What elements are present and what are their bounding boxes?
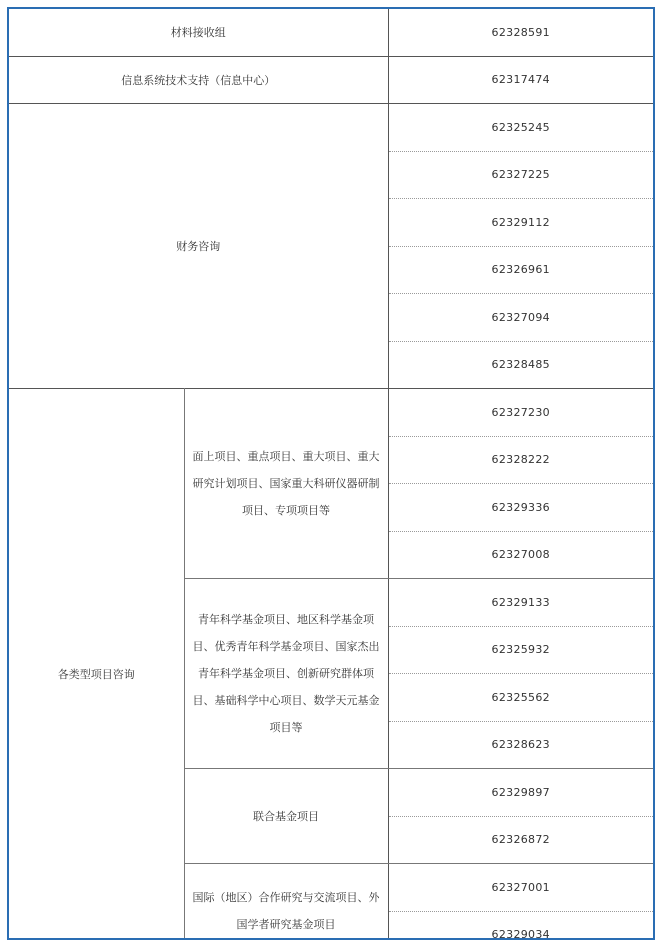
- projects-phone: 62328623: [388, 721, 653, 769]
- projects-phone: 62325562: [388, 674, 653, 722]
- project-type-talent-label: 青年科学基金项目、地区科学基金项目、优秀青年科学基金项目、国家杰出青年科学基金项目、创新研究群体项目、基础科学中心项目、数学天元基金项目等: [192, 613, 380, 734]
- table-row: [9, 9, 653, 56]
- table-row: [9, 56, 653, 104]
- projects-phone: 62327230: [388, 389, 653, 437]
- projects-phone: 62329336: [388, 484, 653, 532]
- materials-phone: 62328591: [491, 25, 550, 39]
- finance-phone: 62327225: [388, 151, 653, 199]
- project-type-general: [184, 389, 388, 579]
- projects-phone: 62329133: [388, 579, 653, 627]
- projects-phone: 62326872: [388, 816, 653, 864]
- finance-phone: 62325245: [388, 104, 653, 152]
- projects-phone: 62328222: [388, 436, 653, 484]
- projects-label: 各类型项目咨询: [9, 389, 184, 941]
- it-support-phone: 62317474: [388, 56, 653, 104]
- projects-phone: 62327008: [388, 531, 653, 579]
- materials-label: 材料接收组: [9, 9, 388, 56]
- finance-phone: 62327094: [388, 294, 653, 342]
- table-row: [9, 389, 653, 437]
- projects-phone: 62325932: [388, 626, 653, 674]
- project-type-talent: [184, 579, 388, 769]
- project-type-joint-label: 联合基金项目: [253, 809, 319, 823]
- finance-phone: 62329112: [388, 199, 653, 247]
- table-row: [9, 104, 653, 152]
- contact-table: [9, 9, 653, 940]
- contact-table-frame: [7, 7, 655, 940]
- finance-phone: 62328485: [388, 341, 653, 389]
- project-type-international-label: 国际（地区）合作研究与交流项目、外国学者研究基金项目: [192, 891, 380, 931]
- project-type-general-label: 面上项目、重点项目、重大项目、重大研究计划项目、国家重大科研仪器研制项目、专项项目等: [192, 450, 380, 517]
- project-type-joint: [184, 769, 388, 864]
- it-support-label: 信息系统技术支持（信息中心）: [9, 56, 388, 104]
- projects-phone: 62329897: [388, 769, 653, 817]
- projects-phone: 62329034: [388, 911, 653, 940]
- project-type-international: [184, 864, 388, 941]
- projects-phone: 62327001: [388, 864, 653, 912]
- finance-label: 财务咨询: [9, 104, 388, 389]
- finance-phone: 62326961: [388, 246, 653, 294]
